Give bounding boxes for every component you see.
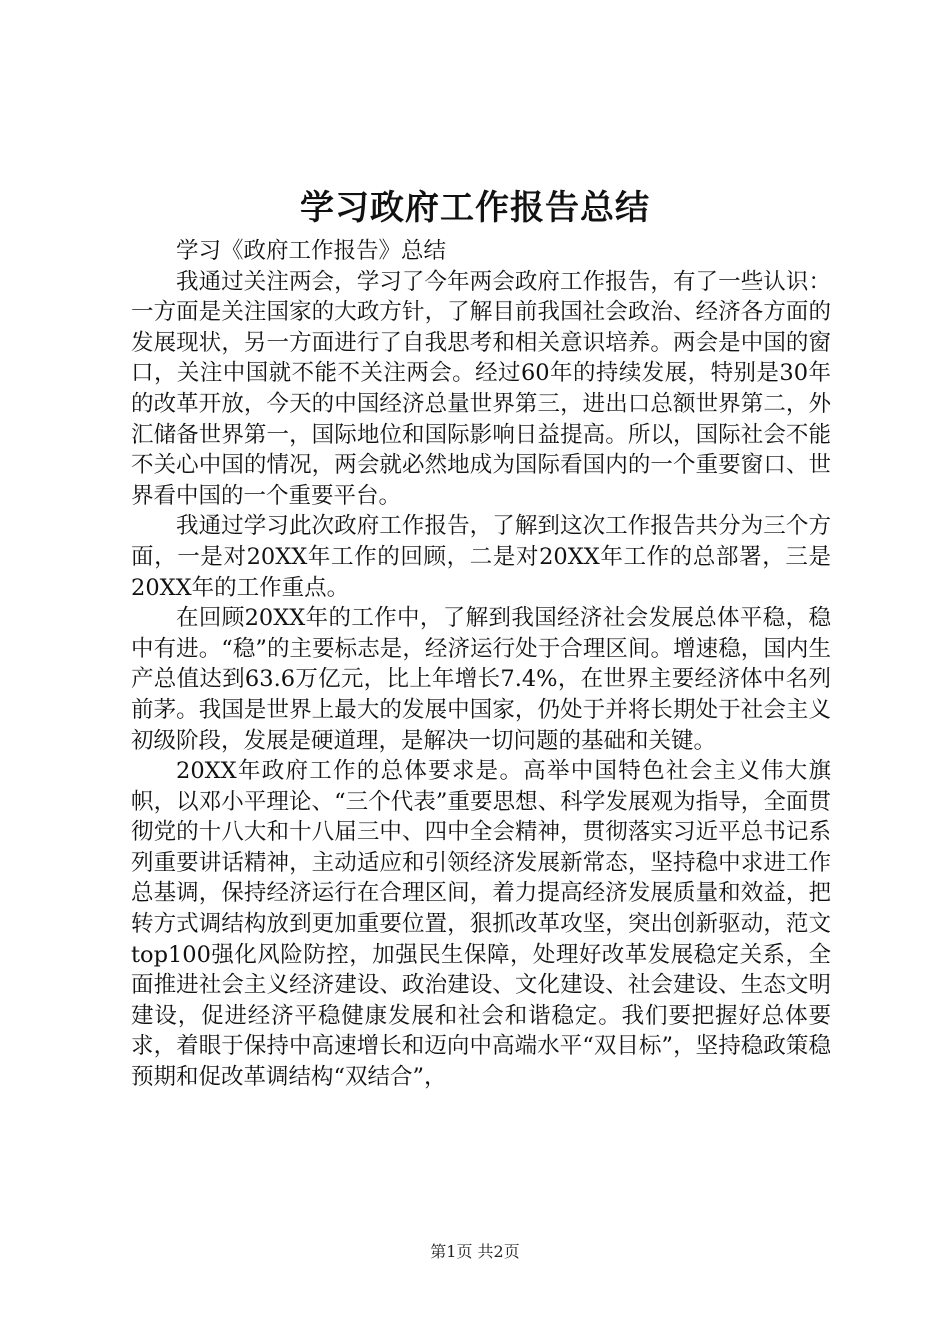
document-subtitle: 学习《政府工作报告》总结 bbox=[176, 238, 447, 264]
paragraph-4: 20XX年政府工作的总体要求是。高举中国特色社会主义伟大旗帜，以邓小平理论、“三个代表”重要思想、科学发展观为指导，全面贯彻党的十八大和十八届三中、四中全会精神，贯彻落实习近平总书记系列重要讲话精神，主动适应和引领经济发展新常态，坚持稳中求进工作总基调，保持经济运行在合理区间，着力提高经济发展质量和效益，把转方式调结构放到更加重要位置，狠抓改革攻坚，突出创新驱动，范文top100强化风险防控，加强民生保障，处理好改革发展稳定关系，全面推进社会主义经济建设、政治建设、文化建设、社会建设、生态文明建设，促进经济平稳健康发展和社会和谐稳定。我们要把握好总体要求，着眼于保持中高速增长和迈向中高端水平“双目标”，坚持稳政策稳预期和促改革调结构“双结合”， bbox=[131, 758, 831, 1091]
page-number-footer: 第1页 共2页 bbox=[430, 1242, 520, 1261]
paragraph-2: 我通过学习此次政府工作报告，了解到这次工作报告共分为三个方面，一是对20XX年工作的回顾，二是对20XX年工作的总部署，三是20XX年的工作重点。 bbox=[131, 513, 831, 601]
paragraph-1: 我通过关注两会，学习了今年两会政府工作报告，有了一些认识：一方面是关注国家的大政方针，了解目前我国社会政治、经济各方面的发展现状，另一方面进行了自我思考和相关意识培养。两会是中国的窗口，关注中国就不能不关注两会。经过60年的持续发展，特别是30年的改革开放，今天的中国经济总量世界第三，进出口总额世界第二，外汇储备世界第一，国际地位和国际影响日益提高。所以，国际社会不能不关心中国的情况，两会就必然地成为国际看国内的一个重要窗口、世界看中国的一个重要平台。 bbox=[131, 268, 831, 509]
paragraph-3: 在回顾20XX年的工作中，了解到我国经济社会发展总体平稳，稳中有进。“稳”的主要标志是，经济运行处于合理区间。增速稳，国内生产总值达到63.6万亿元，比上年增长7.4%，在世界主要经济体中名列前茅。我国是世界上最大的发展中国家，仍处于并将长期处于社会主义初级阶段，发展是硬道理，是解决一切问题的基础和关键。 bbox=[131, 605, 831, 754]
document-title: 学习政府工作报告总结 bbox=[300, 188, 650, 228]
document-body bbox=[131, 236, 831, 1093]
